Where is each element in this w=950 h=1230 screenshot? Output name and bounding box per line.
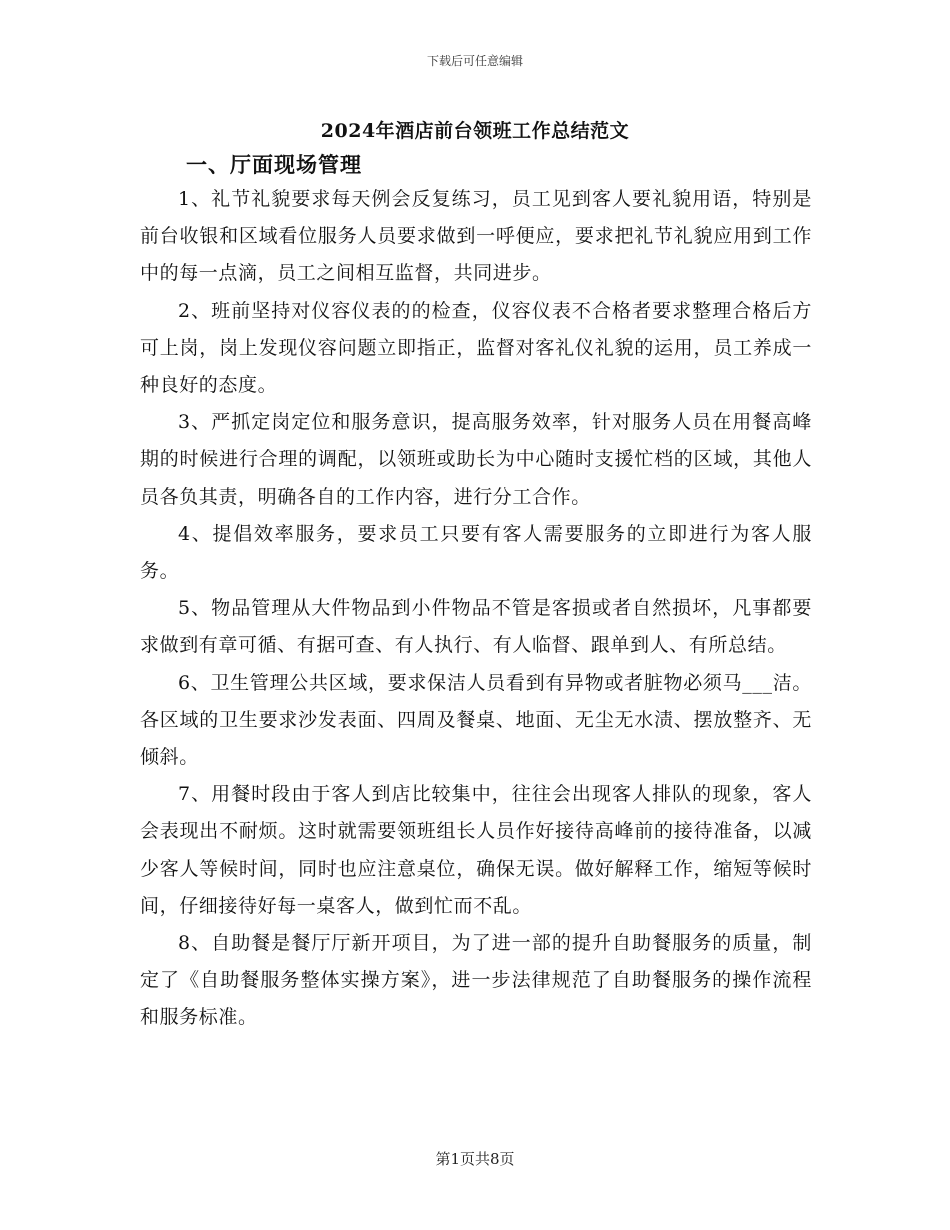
page-header-note: 下载后可任意编辑 [426,54,523,68]
paragraph-8: 8、自助餐是餐厅厅新开项目，为了进一部的提升自助餐服务的质量，制定了《自助餐服务整体实操方案》，进一步法律规范了自助餐服务的操作流程和服务标准。 [140,932,812,1029]
paragraph-7: 7、用餐时段由于客人到店比较集中，往往会出现客人排队的现象，客人会表现出不耐烦。这时就需要领班组长人员作好接待高峰前的接待准备，以减少客人等候时间，同时也应注意桌位，确保无误。做好解释工作，缩短等候时间，仔细接待好每一桌客人，做到忙而不乱。 [140,783,812,917]
document-body [140,181,812,1037]
document-title: 2024年酒店前台领班工作总结范文 [320,120,630,142]
paragraph-6: 6、卫生管理公共区域，要求保洁人员看到有异物或者脏物必须马___洁。各区域的卫生要求沙发表面、四周及餐桌、地面、无尘无水渍、摆放整齐、无倾斜。 [140,671,812,769]
page-number: 第1页共8页 [435,1150,515,1168]
paragraph-2: 2、班前坚持对仪容仪表的的检查，仪容仪表不合格者要求整理合格后方可上岗，岗上发现仪容问题立即指正，监督对客礼仪礼貌的运用，员工养成一种良好的态度。 [140,299,812,397]
paragraph-1: 1、礼节礼貌要求每天例会反复练习，员工见到客人要礼貌用语，特别是前台收银和区域看位服务人员要求做到一呼便应，要求把礼节礼貌应用到工作中的每一点滴，员工之间相互监督，共同进步。 [140,188,812,285]
paragraph-4: 4、提倡效率服务，要求员工只要有客人需要服务的立即进行为客人服务。 [140,522,812,583]
paragraph-3: 3、严抓定岗定位和服务意识，提高服务效率，针对服务人员在用餐高峰期的时候进行合理的调配，以领班或助长为中心随时支援忙档的区域，其他人员各负其责，明确各自的工作内容，进行分工合作。 [140,411,812,508]
section-heading: 一、厅面现场管理 [186,152,362,177]
paragraph-5: 5、物品管理从大件物品到小件物品不管是客损或者自然损坏，凡事都要求做到有章可循、有据可查、有人执行、有人临督、跟单到人、有所总结。 [140,597,812,657]
